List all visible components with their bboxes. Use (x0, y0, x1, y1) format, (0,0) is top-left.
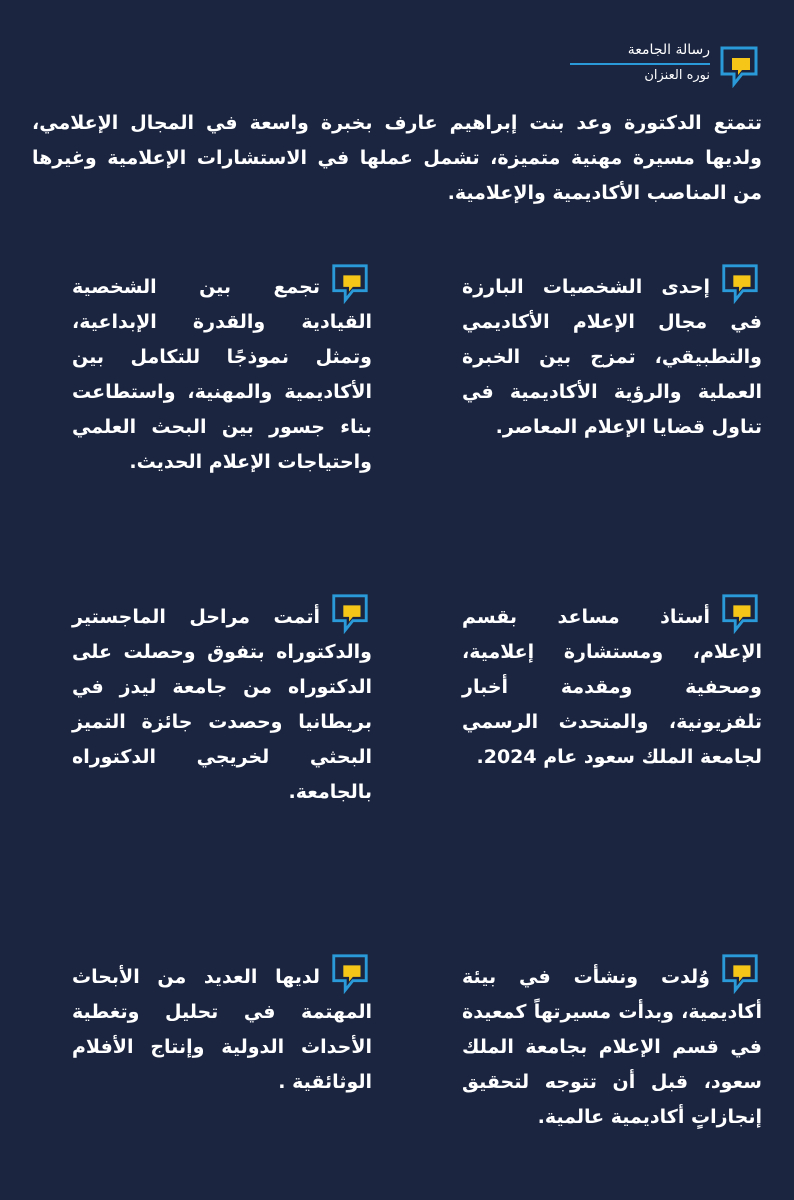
quote-bubble-icon (718, 952, 762, 994)
card-text: لديها العديد من الأبحاث المهتمة في تحليل وتغطية الأحداث الدولية وإنتاج الأفلام الوثائقية . (72, 966, 372, 1093)
quote-bubble-icon (328, 592, 372, 634)
card-text: إحدى الشخصيات البارزة في مجال الإعلام الأكاديمي والتطبيقي، تمزج بين الخبرة العملية والرؤية الأكاديمية في تناول قضايا الإعلام المعاصر. (462, 276, 762, 438)
card-text: أستاذ مساعد بقسم الإعلام، ومستشارة إعلامية، وصحفية ومقدمة أخبار تلفزيونية، والمتحدث الرسمي لجامعة الملك سعود عام 2024. (462, 606, 762, 768)
card-text: وُلدت ونشأت في بيئة أكاديمية، وبدأت مسيرتهاً كمعيدة في قسم الإعلام بجامعة الملك سعود، قبل أن تتوجه لتحقيق إنجازاتٍ أكاديمية عالمية. (462, 966, 762, 1128)
quote-bubble-icon (328, 952, 372, 994)
card-text: أتمت مراحل الماجستير والدكتوراه بتفوق وحصلت على الدكتوراه من جامعة ليدز في بريطانيا وحصدت جائزة التميز البحثي لخريجي الدكتوراه بالجامعة. (72, 606, 372, 803)
author-name: نوره العنزان (644, 68, 710, 83)
quote-bubble-icon (328, 262, 372, 304)
info-card (72, 960, 372, 1100)
header-divider (570, 63, 710, 65)
section-title: رسالة الجامعة (627, 42, 710, 58)
info-card (462, 600, 762, 775)
info-card (72, 270, 372, 480)
info-card (462, 960, 762, 1135)
quote-bubble-icon (716, 44, 762, 88)
quote-bubble-icon (718, 592, 762, 634)
info-card (72, 600, 372, 810)
intro-paragraph: تتمتع الدكتورة وعد بنت إبراهيم عارف بخبرة واسعة في المجال الإعلامي، ولديها مسيرة مهنية متميزة، تشمل عملها في الاستشارات الإعلامية وغيرها من المناصب الأكاديمية والإعلامية. (32, 112, 762, 204)
quote-bubble-icon (718, 262, 762, 304)
info-card (462, 270, 762, 445)
card-text: تجمع بين الشخصية القيادية والقدرة الإبداعية، وتمثل نموذجًا للتكامل بين الأكاديمية والمهنية، واستطاعت بناء جسور بين البحث العلمي واحتياجات الإعلام الحديث. (72, 276, 372, 473)
page-header (582, 38, 762, 90)
